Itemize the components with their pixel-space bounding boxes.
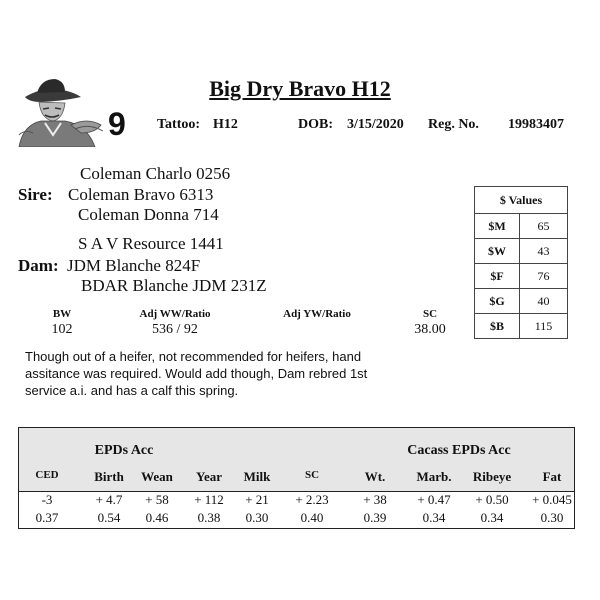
dollar-values-title: $ Values [475, 187, 568, 214]
epd-accuracy: 0.30 [245, 510, 269, 525]
epd-column-header: Marb. [416, 469, 452, 484]
yw-label: Adj YW/Ratio [283, 308, 351, 320]
dam-name: JDM Blanche 824F [67, 256, 201, 275]
table-row [475, 239, 568, 264]
sire-dam: Coleman Donna 714 [78, 205, 219, 224]
bw-value: 102 [51, 322, 73, 337]
dam-sire: S A V Resource 1441 [78, 234, 224, 253]
dollar-value-label: $B [475, 314, 520, 339]
table-row [475, 214, 568, 239]
epd-accuracy: 0.34 [422, 510, 446, 525]
epd-column-header: SC [304, 469, 320, 481]
epd-column-header: Ribeye [472, 469, 512, 484]
dollar-value: 40 [520, 289, 568, 314]
sire-sire: Coleman Charlo 0256 [80, 164, 231, 183]
epd-column-header: Fat [542, 469, 562, 484]
dollar-value: 65 [520, 214, 568, 239]
sire-label: Sire: [18, 185, 53, 204]
dollar-value-label: $M [475, 214, 520, 239]
epd-accuracy: 0.37 [35, 510, 59, 525]
epd-value: + 21 [245, 492, 269, 507]
bw-label: BW [52, 308, 72, 320]
dollar-value: 115 [520, 314, 568, 339]
epd-accuracy: 0.30 [540, 510, 564, 525]
dollar-value: 76 [520, 264, 568, 289]
epd-value: -3 [41, 492, 53, 507]
sc-label: SC [422, 308, 438, 320]
dollar-value-label: $G [475, 289, 520, 314]
epd-value: + 58 [145, 492, 169, 507]
table-row [475, 264, 568, 289]
dollar-value-label: $W [475, 239, 520, 264]
lot-number: 9 [108, 106, 126, 142]
sire-name: Coleman Bravo 6313 [68, 185, 214, 204]
epd-column-header: Wean [141, 469, 173, 484]
epd-accuracy: 0.40 [300, 510, 324, 525]
epd-column-header: Milk [243, 469, 271, 484]
epd-column-header: Wt. [364, 469, 386, 484]
epd-table [18, 427, 575, 529]
dam-label: Dam: [18, 256, 59, 275]
sc-value: 38.00 [414, 322, 446, 337]
epd-value: + 2.23 [295, 492, 329, 507]
epd-accuracy: 0.39 [363, 510, 387, 525]
table-row [475, 289, 568, 314]
epd-value: + 4.7 [95, 492, 123, 507]
dam-dam: BDAR Blanche JDM 231Z [81, 276, 267, 295]
tattoo-label: Tattoo: [157, 117, 201, 132]
carcass-epd-group-heading: Cacass EPDs Acc [407, 443, 511, 458]
epd-accuracy: 0.38 [197, 510, 221, 525]
dollar-value-label: $F [475, 264, 520, 289]
dob-value: 3/15/2020 [347, 117, 404, 132]
epd-value: + 0.47 [417, 492, 451, 507]
tattoo-value: H12 [213, 117, 238, 132]
ww-value: 536 / 92 [152, 322, 198, 337]
animal-name-title: Big Dry Bravo H12 [209, 76, 391, 101]
epd-value: + 112 [194, 492, 224, 507]
epd-column-header: Year [196, 469, 222, 484]
epd-accuracy: 0.34 [480, 510, 504, 525]
epd-group-heading: EPDs Acc [94, 443, 154, 458]
reg-label: Reg. No. [428, 117, 479, 132]
dollar-value: 43 [520, 239, 568, 264]
reg-value: 19983407 [508, 117, 564, 132]
dob-label: DOB: [298, 117, 333, 132]
table-row [475, 314, 568, 339]
epd-accuracy: 0.46 [145, 510, 169, 525]
epd-column-header: CED [35, 469, 59, 481]
ww-label: Adj WW/Ratio [139, 308, 211, 320]
remarks-text: Though out of a heifer, not recommended for heifers, hand assitance was required. Would add though, Dam rebred 1st service a.i. and has a calf this spring. [25, 349, 368, 398]
epd-value: + 0.50 [475, 492, 509, 507]
epd-accuracy: 0.54 [97, 510, 121, 525]
dollar-values-table [474, 186, 568, 339]
epd-column-header: Birth [94, 469, 124, 484]
epd-value: + 0.045 [532, 492, 572, 507]
epd-value: + 38 [363, 492, 387, 507]
